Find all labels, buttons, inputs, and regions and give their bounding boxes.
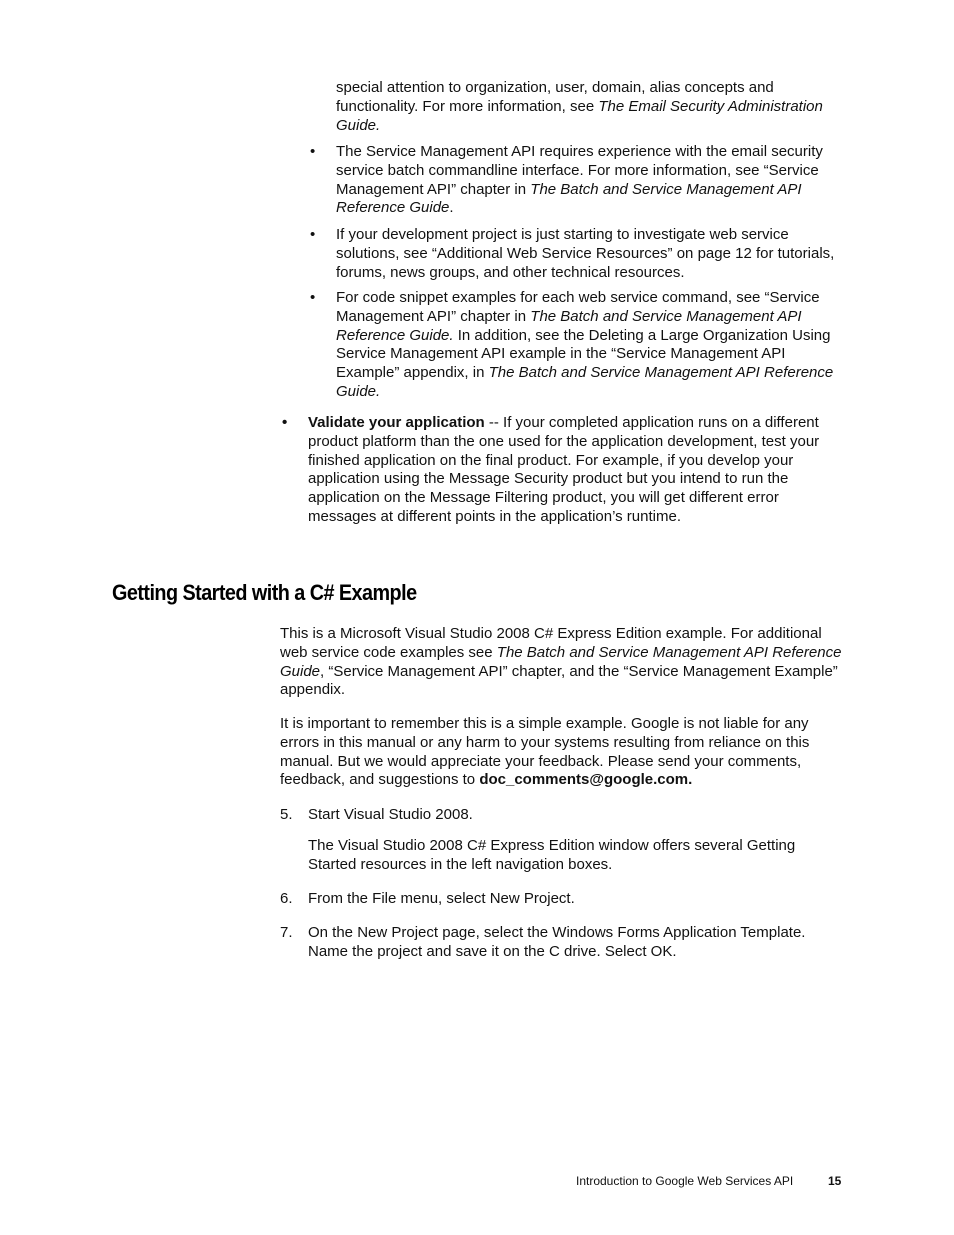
step-number: 5. <box>280 806 293 823</box>
footer-title: Introduction to Google Web Services API <box>576 1174 794 1188</box>
batch-guide-ref: The Batch and Service Management API Reference Guide <box>280 643 842 680</box>
sub-bullet-text: . <box>449 199 454 217</box>
intro-paragraph <box>280 625 842 700</box>
sub-bullet-item <box>336 143 842 218</box>
paragraph-text: , “Service Management API” chapter, and the “Service Management Example” appendix. <box>280 662 838 699</box>
step-number: 7. <box>280 924 293 941</box>
step-note: The Visual Studio 2008 C# Express Edition window offers several Getting Started resources in the left navigation boxes. <box>308 837 796 873</box>
step-text: Start Visual Studio 2008. <box>308 806 473 823</box>
batch-guide-ref: The Batch and Service Management API Reference Guide. <box>336 364 834 400</box>
sub-bullet-mark: • <box>310 226 316 243</box>
continued-item-body: special attention to organization, user, domain, alias concepts and functionality. For more information, see <box>336 79 774 115</box>
sub-bullet-mark: • <box>310 289 316 306</box>
sub-bullet-item <box>336 226 842 282</box>
step-number: 6. <box>280 890 293 907</box>
page-number: 15 <box>828 1174 842 1188</box>
email-security-guide-ref: The Email Security Administration Guide. <box>336 97 823 134</box>
sub-bullet-text: In addition, see the Deleting a Large Organization Using Service Management API example in the “Service Management API Example” appendix, in <box>336 326 831 382</box>
sub-bullet-text: If your development project is just starting to investigate web service solutions, see “Additional Web Service Resources” on page 12 for tutorials, forums, news groups, and other technical resources. <box>336 226 835 281</box>
bullet-mark: • <box>282 414 288 431</box>
step-text: From the File menu, select New Project. <box>308 890 575 907</box>
sub-bullet-mark: • <box>310 143 316 160</box>
paragraph-text: This is a Microsoft Visual Studio 2008 C# Express Edition example. For additional web service code examples see <box>280 625 822 661</box>
validate-application-label: Validate your application <box>308 414 485 431</box>
sub-bullet-text: For code snippet examples for each web service command, see “Service Management API” chapter in <box>336 289 820 325</box>
feedback-email: doc_comments@google.com. <box>479 771 693 789</box>
sub-bullet-text: The Service Management API requires experience with the email security service batch commandline interface. For more information, see “Service Management API” chapter in <box>336 143 823 198</box>
disclaimer-paragraph <box>280 715 842 790</box>
validate-application-item <box>308 414 842 527</box>
section-heading: Getting Started with a C# Example <box>112 580 417 605</box>
paragraph-text: It is important to remember this is a simple example. Google is not liable for any errors in this manual or any harm to your systems resulting from reliance on this manual. But we would appreciate your feedback. Please send your comments, feedback, and suggestions to <box>280 715 810 789</box>
validate-application-text: -- If your completed application runs on a different product platform than the one used for the application development, test your finished application on the final product. For example, if you develop your application using the Message Security product but you intend to run the application on the Message Filtering product, you will get different error messages at different points in the application’s runtime. <box>308 414 820 525</box>
batch-guide-ref: The Batch and Service Management API Reference Guide <box>336 180 802 217</box>
step-text: On the New Project page, select the Windows Forms Application Template. Name the project and save it on the C drive. Select OK. <box>308 924 806 960</box>
sub-bullet-item <box>336 289 842 402</box>
batch-guide-ref: The Batch and Service Management API Reference Guide. <box>336 307 802 344</box>
continued-item-text <box>336 79 842 135</box>
